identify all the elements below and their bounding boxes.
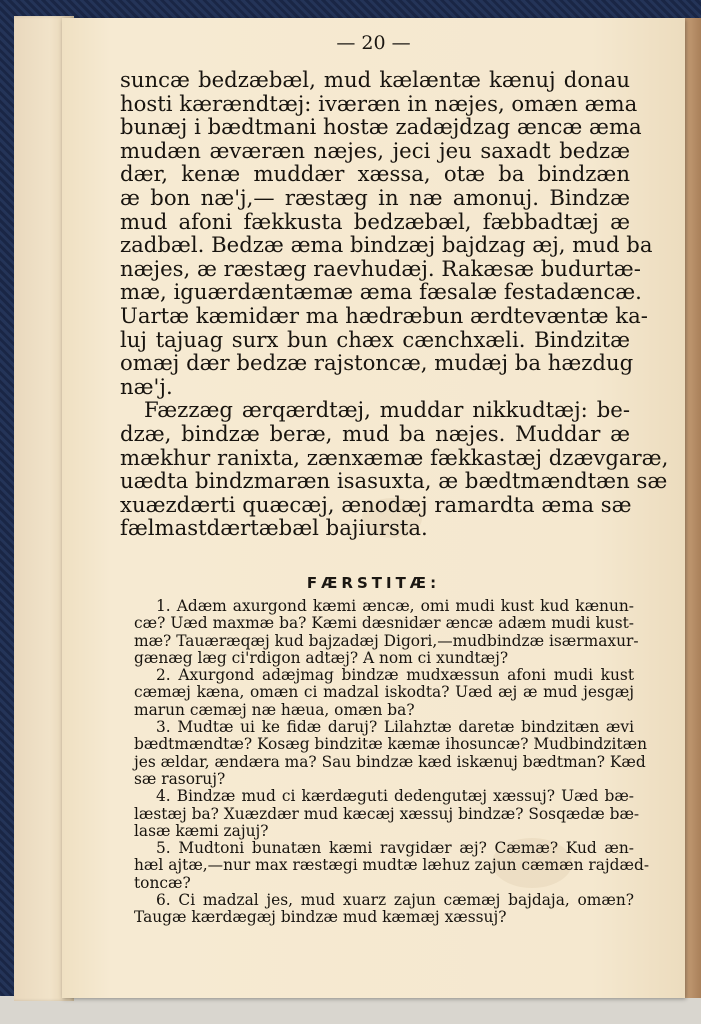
question-item: [134, 839, 650, 892]
question-item: [134, 787, 640, 840]
text-line: mud afoni fækkusta bedzæbæl, fæbbadtæj æ: [120, 208, 630, 234]
question-line: lasæ kæmi zajuj?: [134, 821, 269, 840]
text-line: mudæn æværæn næjes, jeci jeu saxadt bedzæ: [120, 137, 630, 163]
question-line: toncæ?: [134, 873, 191, 892]
questions-list: [134, 597, 650, 927]
text-line: æ bon næ'j,— ræstæg in næ amonuj. Bindzæ: [120, 184, 630, 210]
question-line: 6. Ci madzal jes, mud xuarz zajun cæmæj bajdaja, omæn?: [156, 891, 634, 910]
question-item: [134, 667, 634, 719]
question-item: [134, 718, 648, 788]
question-line: 1. Adæm axurgond kæmi æncæ, omi mudi kust kud kænun-: [156, 597, 634, 615]
text-line: luj tajuag surx bun chæx cænchxæli. Bindzitæ: [120, 326, 630, 352]
question-line: jes ældar, ændæra ma? Sau bindzæ kæd iskænuj bædtman? Kæd: [134, 752, 646, 771]
section-heading: FÆRSTITÆ:: [306, 574, 441, 592]
text-line: uædta bindzmaræn isasuxta, æ bædtmændtæn sæ: [120, 468, 668, 494]
question-line: cæmæj kæna, omæn ci madzal iskodta? Uæd æj æ mud jesgæj: [134, 683, 634, 702]
text-line: mæ, iguærdæntæmæ æma fæsalæ festadæncæ.: [120, 279, 642, 305]
right-page-edge: [683, 18, 701, 998]
page-number: — 20 —: [336, 32, 411, 54]
question-line: 5. Mudtoni bunatæn kæmi ravgidær æj? Cæmæ? Kud æn-: [156, 839, 634, 858]
text-line: dær, kenæ muddær xæssa, otæ ba bindzæn: [120, 161, 630, 187]
text-line: omæj dær bedzæ rajstoncæ, mudæj ba hæzdug: [120, 350, 634, 376]
question-line: gænæg læg ci'rdigon adtæj? A nom ci xundtæj?: [134, 648, 509, 667]
question-item: [134, 892, 634, 927]
question-line: sæ rasoruj?: [134, 769, 226, 788]
text-line: Uartæ kæmidær ma hædræbun ærdtevæntæ ka-: [120, 302, 648, 328]
question-line: bædtmændtæ? Kosæg bindzitæ kæmæ ihosuncæ? Mudbindzitæn: [134, 735, 648, 754]
text-line: zadbæl. Bedzæ æma bindzæj bajdzag æj, mud ba: [120, 232, 653, 258]
question-line: 2. Axurgond adæjmag bindzæ mudxæssun afoni mudi kust: [156, 666, 634, 685]
text-line: suncæ bedzæbæl, mud kælæntæ kænuj donau: [120, 67, 630, 92]
question-line: mæ? Tauæræqæj kud bajzadæj Digori,—mudbindzæ isærmaxur-: [134, 631, 639, 650]
question-line: marun cæmæj næ hæua, omæn ba?: [134, 700, 415, 719]
text-line: dzæ, bindzæ beræ, mud ba næjes. Muddar æ: [120, 420, 630, 446]
text-line: næjes, æ ræstæg raevhudæj. Rakæsæ budurtæ-: [120, 255, 641, 281]
text-line: fælmastdærtæbæl bajiursta.: [120, 515, 428, 541]
question-line: 3. Mudtæ ui ke fidæ daruj? Lilahztæ daretæ bindzitæn ævi: [156, 718, 634, 737]
question-item: [134, 597, 639, 667]
scan-bottom-margin: [0, 996, 701, 1024]
question-line: Taugæ kærdægæj bindzæ mud kæmæj xæssuj?: [134, 908, 507, 927]
body-text: [120, 67, 669, 541]
text-line: mækhur ranixta, zænxæmæ fækkastæj dzævgaræ,: [120, 444, 669, 470]
question-line: cæ? Uæd maxmæ ba? Kæmi dæsnidær æncæ adæm mudi kust-: [134, 614, 634, 633]
text-line: hosti kærændtæj: iværæn in næjes, omæn æma: [120, 90, 638, 116]
text-line: Fæzzæg ærqærdtæj, muddar nikkudtæj: be-: [144, 397, 630, 423]
text-line: næ'j.: [120, 373, 173, 399]
text-line: bunæj i bædtmani hostæ zadæjdzag æncæ æma: [120, 114, 642, 140]
question-line: hæl ajtæ,—nur max ræstægi mudtæ læhuz zajun cæmæn rajdæd-: [134, 856, 650, 875]
question-line: læstæj ba? Xuæzdær mud kæcæj xæssuj bindzæ? Sosqædæ bæ-: [134, 804, 640, 823]
book-page: [62, 18, 685, 998]
question-line: 4. Bindzæ mud ci kærdæguti dedengutæj xæssuj? Uæd bæ-: [156, 787, 634, 806]
text-line: xuæzdærti quæcæj, ænodæj ramardta æma sæ: [120, 491, 632, 517]
